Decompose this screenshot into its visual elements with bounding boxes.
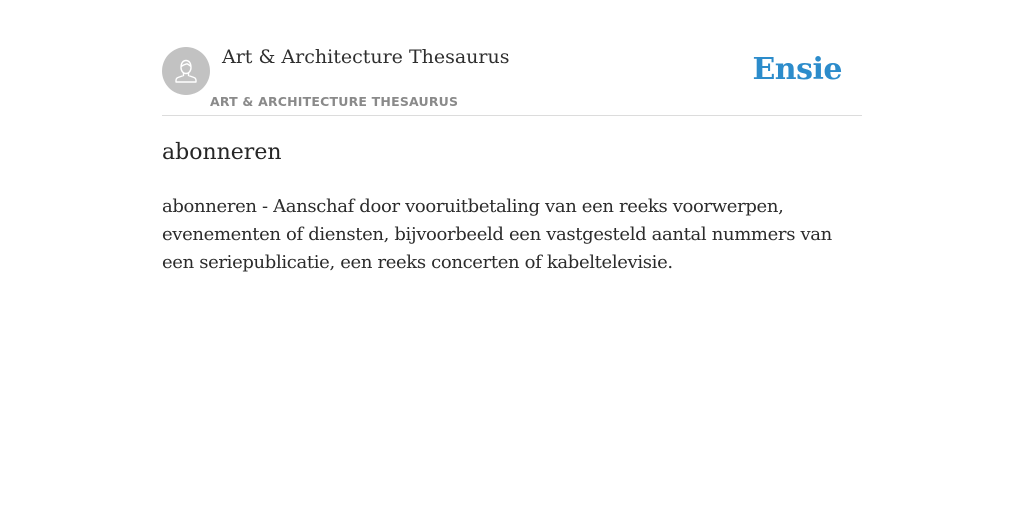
entry-term: abonneren (162, 140, 282, 165)
source-subtitle: ART & ARCHITECTURE THESAURUS (210, 94, 459, 109)
page-container (162, 0, 862, 273)
entry-header (162, 0, 862, 116)
source-title-link[interactable]: Art & Architecture Thesaurus (222, 46, 510, 68)
user-silhouette-icon (171, 56, 201, 86)
avatar[interactable] (162, 47, 210, 95)
ensie-logo-link[interactable]: Ensie (752, 52, 842, 87)
entry-definition: abonneren - Aanschaf door vooruitbetaling van een reeks voorwerpen, evenementen of diensten, bijvoorbeeld een vastgesteld aantal nummers van een seriepublicatie, een reeks concerten of kabeltelevisie. (162, 196, 832, 273)
